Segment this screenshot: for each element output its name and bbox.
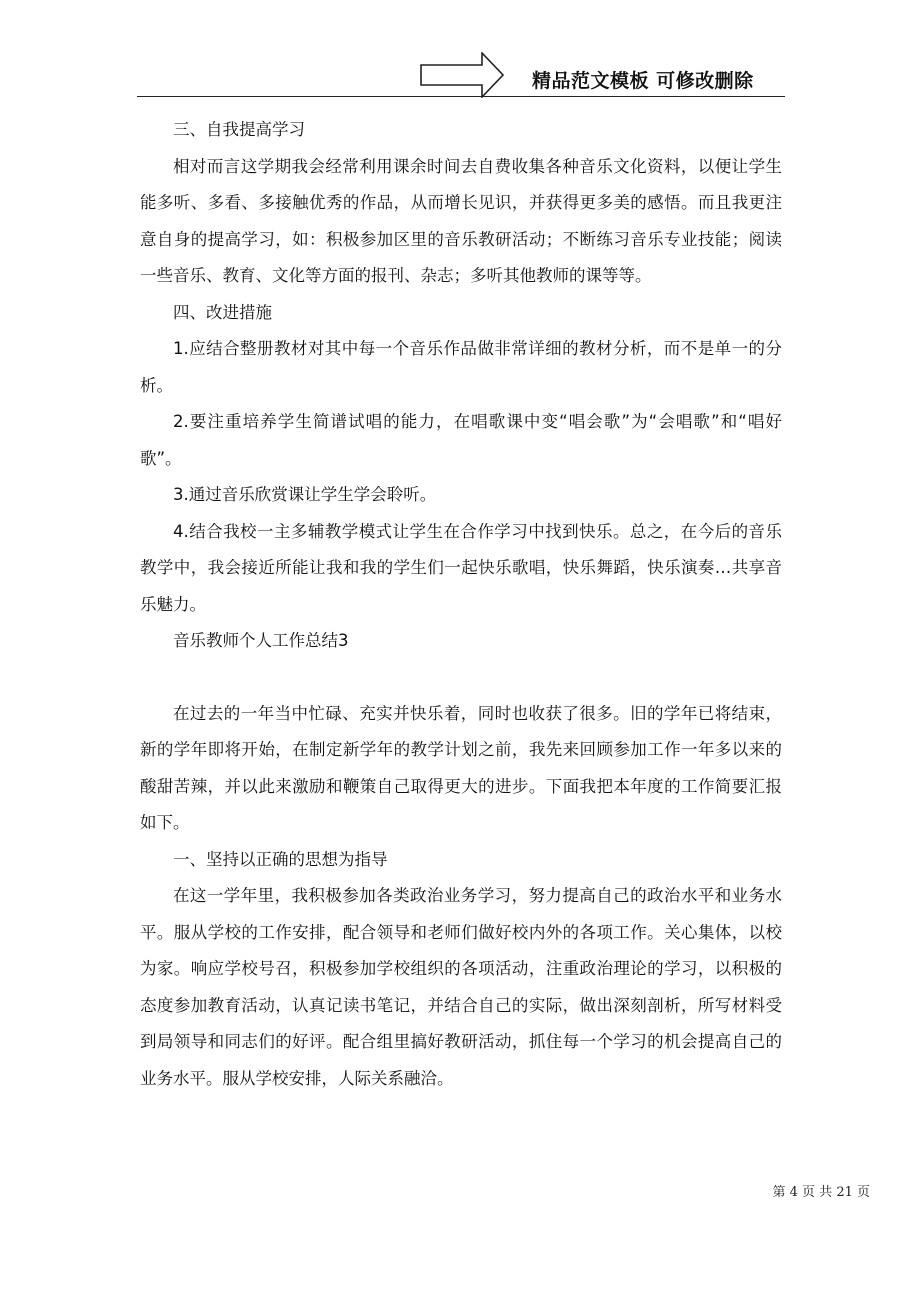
paragraph: 相对而言这学期我会经常利用课余时间去自费收集各种音乐文化资料，以便让学生能多听、多看、多接触优秀的作品，从而增长见识，并获得更多美的感悟。而且我更注意自身的提高学习，如：积极参加区里的音乐教研活动；不断练习音乐专业技能；阅读一些音乐、教育、文化等方面的报刊、杂志；多听其他教师的课等等。 (140, 156, 782, 285)
blank-line (140, 660, 782, 696)
paragraph: 在过去的一年当中忙碌、充实并快乐着，同时也收获了很多。旧的学年已将结束，新的学年即将开始，在制定新学年的教学计划之前，我先来回顾参加工作一年多以来的酸甜苦辣，并以此来激励和鞭策自己取得更大的进步。下面我把本年度的工作简要汇报如下。 (140, 703, 782, 832)
section-heading: 四、改进措施 (173, 302, 272, 322)
section-heading: 三、自我提高学习 (173, 120, 305, 139)
list-item: 3.通过音乐欣赏课让学生学会聆听。 (173, 485, 437, 504)
arrow-icon (420, 52, 504, 98)
section-heading: 一、坚持以正确的思想为指导 (173, 849, 388, 869)
list-item: 4.结合我校一主多辅教学模式让学生在合作学习中找到快乐。总之，在今后的音乐教学中，我会接近所能让我和我的学生们一起快乐歌唱，快乐舞蹈，快乐演奏…共享音乐魅力。 (140, 521, 782, 614)
list-item: 1.应结合整册教材对其中每一个音乐作品做非常详细的教材分析，而不是单一的分析。 (140, 339, 782, 395)
header-title: 精品范文模板 可修改删除 (532, 70, 754, 92)
paragraph: 在这一学年里，我积极参加各类政治业务学习，努力提高自己的政治水平和业务水平。服从学校的工作安排，配合领导和老师们做好校内外的各项工作。关心集体，以校为家。响应学校号召，积极参加学校组织的各项活动，注重政治理论的学习，以积极的态度参加教育活动，认真记读书笔记，并结合自己的实际，做出深刻剖析，所写材料受到局领导和同志们的好评。配合组里搞好教研活动，抓住每一个学习的机会提高自己的业务水平。服从学校安排，人际关系融洽。 (140, 886, 782, 1088)
list-item: 2.要注重培养学生简谱试唱的能力，在唱歌课中变“唱会歌”为“会唱歌”和“唱好歌”。 (140, 412, 782, 468)
document-body (140, 112, 782, 1097)
document-subtitle: 音乐教师个人工作总结3 (173, 631, 349, 650)
page-number: 第 4 页 共 21 页 (772, 1185, 870, 1200)
header-divider (137, 96, 785, 97)
